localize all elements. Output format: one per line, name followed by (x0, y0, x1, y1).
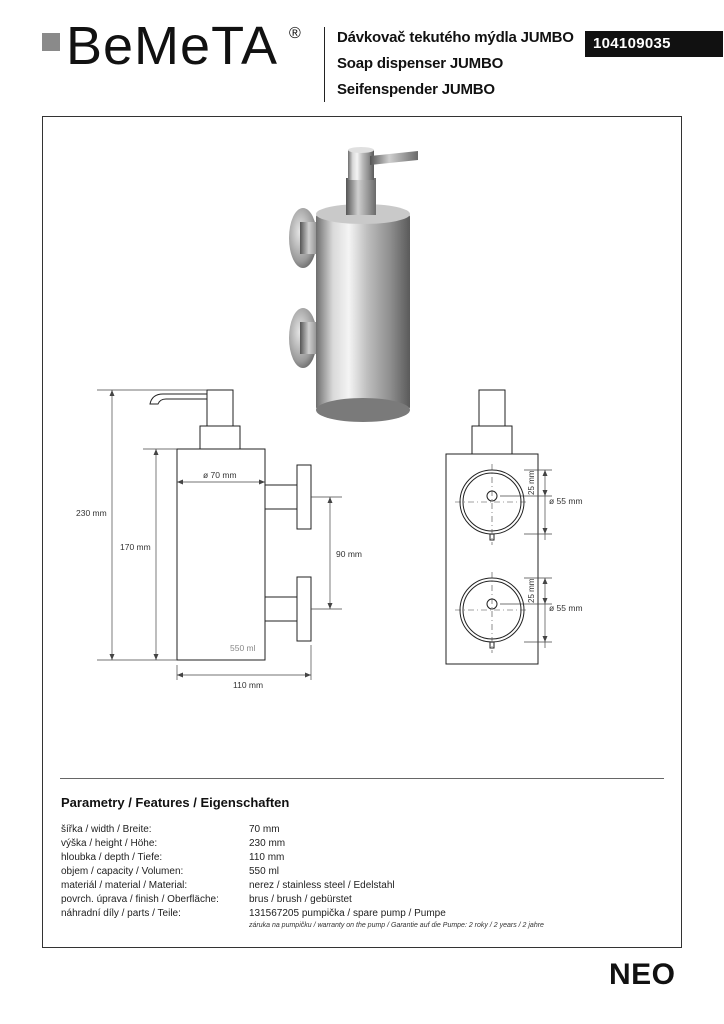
dim-top-diameter: ø 55 mm (549, 496, 583, 506)
dim-height-total: 230 mm (76, 508, 107, 518)
front-view-dimension-lines (500, 470, 552, 648)
brand-logo: BeMeTA (66, 16, 279, 76)
spec-value-width: 70 mm (249, 824, 280, 835)
dim-top-offset: 25 mm (527, 470, 536, 495)
spec-value-depth: 110 mm (249, 852, 285, 863)
section-divider (60, 778, 664, 779)
spec-label-finish: povrch. úprava / finish / Oberfläche: (61, 894, 219, 905)
title-english: Soap dispenser JUMBO (337, 55, 504, 72)
series-name: NEO (609, 958, 676, 991)
spec-value-height: 230 mm (249, 838, 286, 849)
dim-mount-spacing: 90 mm (336, 549, 362, 559)
warranty-note: záruka na pumpičku / warranty on the pump / Garantie auf die Pumpe: 2 roky / 2 years / 2 jahre (249, 922, 544, 929)
spec-label-capacity: objem / capacity / Volumen: (61, 866, 184, 877)
side-view-dimension-lines (97, 390, 342, 680)
spec-label-depth: hloubka / depth / Tiefe: (61, 852, 163, 863)
dim-bottom-offset: 25 mm (527, 578, 536, 603)
side-view-drawing (150, 390, 311, 660)
spec-value-finish: brus / brush / gebürstet (249, 894, 352, 905)
side-view-arrowheads (110, 390, 333, 678)
spec-label-height: výška / height / Höhe: (61, 838, 158, 849)
dim-diameter: ø 70 mm (203, 470, 237, 480)
features-title: Parametry / Features / Eigenschaften (61, 795, 290, 810)
spec-label-material: materiál / material / Material: (61, 880, 188, 891)
dim-volume: 550 ml (230, 643, 256, 653)
product-photo (289, 147, 418, 422)
product-code: 104109035 (585, 31, 723, 57)
spec-value-material: nerez / stainless steel / Edelstahl (249, 880, 395, 891)
spec-value-capacity: 550 ml (249, 866, 280, 877)
front-view-center-lines (455, 464, 529, 653)
dim-depth: 110 mm (233, 680, 264, 690)
front-view-drawing (446, 390, 538, 664)
spec-label-parts: náhradní díly / parts / Teile: (61, 908, 181, 919)
dim-bottom-diameter: ø 55 mm (549, 603, 583, 613)
registered-mark: ® (289, 25, 301, 42)
spec-value-parts: 131567205 pumpička / spare pump / Pumpe (249, 908, 446, 919)
title-czech: Dávkovač tekutého mýdla JUMBO (337, 29, 574, 46)
title-german: Seifenspender JUMBO (337, 81, 495, 98)
spec-label-width: šířka / width / Breite: (61, 824, 152, 835)
dim-height-body: 170 mm (120, 542, 151, 552)
